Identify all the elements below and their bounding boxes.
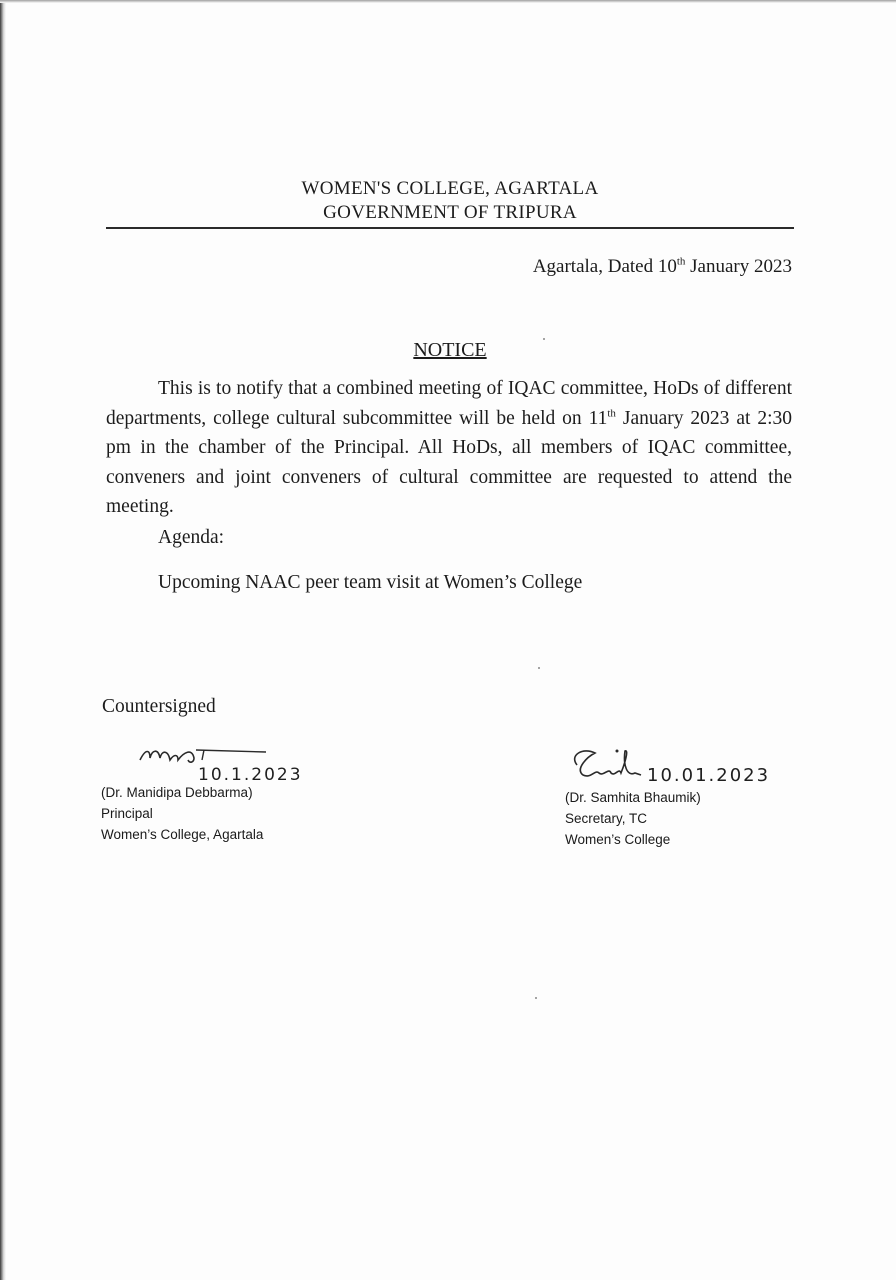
scan-edge-top (0, 0, 896, 3)
dateline (450, 256, 792, 278)
body-sup: th (607, 407, 616, 419)
signatory-right (565, 787, 701, 850)
scan-speck (538, 667, 540, 669)
body-part1: This is to notify that a combined meeting of IQAC committee, HoDs of different departments, college cultural subcommittee will be held on 11 (106, 378, 792, 429)
college-name: WOMEN'S COLLEGE, AGARTALA (301, 178, 599, 199)
agenda-item: Upcoming NAAC peer team visit at Women’s College (158, 572, 583, 593)
header-rule (106, 227, 794, 229)
notice-title: NOTICE (413, 339, 487, 361)
countersigned-label: Countersigned (102, 696, 216, 717)
secretary-signature (565, 745, 815, 790)
scan-edge-left (0, 0, 6, 1280)
agenda-label: Agenda: (158, 527, 225, 548)
dateline-prefix: Agartala, Dated 10 (532, 256, 677, 277)
signatory-right-name: (Dr. Samhita Bhaumik) (565, 790, 701, 805)
signatory-left-designation: Principal (101, 806, 153, 821)
principal-signature (138, 738, 318, 786)
principal-signature-date: 10.1.2023 (198, 765, 303, 785)
scan-speck (543, 338, 545, 340)
signatory-left-name: (Dr. Manidipa Debbarma) (101, 785, 253, 800)
body-part2: January 2023 at 2:30 pm in the chamber of the Principal. All HoDs, all members of IQAC committee, conveners and joint conveners of cultural committee are requested to attend the meeting. (106, 407, 792, 517)
notice-body (106, 374, 792, 522)
signatory-right-organization: Women’s College (565, 832, 671, 847)
signatory-left (101, 782, 263, 845)
dateline-suffix: January 2023 (685, 256, 792, 277)
signatory-left-organization: Women’s College, Agartala (101, 827, 264, 842)
dateline-sup: th (676, 255, 686, 268)
government-name: GOVERNMENT OF TRIPURA (323, 202, 577, 223)
secretary-signature-date: 10.01.2023 (647, 765, 771, 786)
scan-speck (535, 997, 537, 999)
signatory-right-designation: Secretary, TC (565, 811, 648, 826)
